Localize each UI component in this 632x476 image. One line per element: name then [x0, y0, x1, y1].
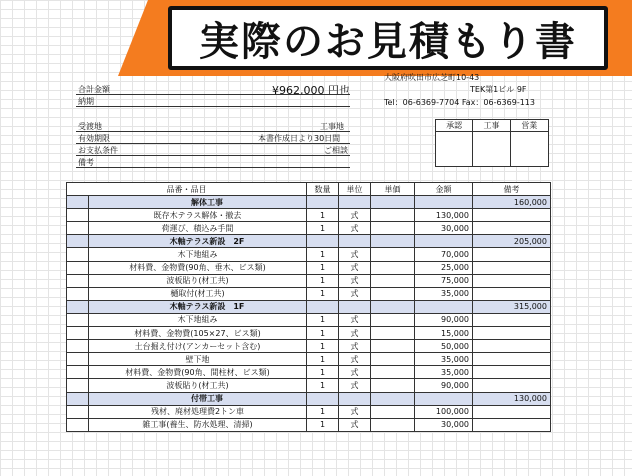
item-qty: 1 [307, 327, 339, 340]
payment-label: お支払条件 [78, 146, 118, 155]
item-amount: 130,000 [415, 209, 473, 222]
company-address: 大阪府吹田市広芝町10-43 [384, 73, 480, 82]
banner-title: 実際のお見積もり書 [168, 6, 608, 70]
item-price [371, 379, 415, 392]
estimate-items-table [66, 182, 551, 432]
item-name: 材料費、金物費(90角、垂木、ビス類) [89, 261, 307, 274]
item-amount: 50,000 [415, 340, 473, 353]
table-row [67, 248, 551, 261]
col-header-amount: 金額 [415, 183, 473, 196]
item-note [473, 261, 551, 274]
section-price-cell [371, 196, 415, 209]
section-price-cell [371, 235, 415, 248]
item-name: 樋取付(材工共) [89, 287, 307, 300]
section-unit-cell [339, 300, 371, 313]
delivery-label: 納期 [78, 97, 94, 106]
item-name: 土台掘え付け(アンカーセット含む) [89, 340, 307, 353]
item-name: 材料費、金物費(90角、間柱材、ビス類) [89, 366, 307, 379]
section-spacer-cell [67, 235, 89, 248]
table-row [67, 366, 551, 379]
col-header-item: 品番・品目 [67, 183, 307, 196]
item-price [371, 261, 415, 274]
item-amount: 35,000 [415, 353, 473, 366]
item-unit: 式 [339, 248, 371, 261]
item-amount: 100,000 [415, 405, 473, 418]
item-unit: 式 [339, 261, 371, 274]
item-spacer-cell [67, 379, 89, 392]
section-qty-cell [307, 300, 339, 313]
table-row [67, 209, 551, 222]
col-header-price: 単価 [371, 183, 415, 196]
approval-header-approve: 承認 [436, 120, 473, 132]
col-header-qty: 数量 [307, 183, 339, 196]
item-name: 荷運び、積込み手間 [89, 222, 307, 235]
approval-stamp-cell [436, 132, 473, 166]
item-qty: 1 [307, 340, 339, 353]
item-name: 残材、廃材処理費2トン車 [89, 405, 307, 418]
item-qty: 1 [307, 379, 339, 392]
section-spacer-cell [67, 392, 89, 405]
item-qty: 1 [307, 209, 339, 222]
item-unit: 式 [339, 379, 371, 392]
item-note [473, 405, 551, 418]
item-price [371, 287, 415, 300]
item-price [371, 405, 415, 418]
item-amount: 70,000 [415, 248, 473, 261]
item-unit: 式 [339, 340, 371, 353]
item-unit: 式 [339, 366, 371, 379]
section-spacer-cell [67, 196, 89, 209]
item-qty: 1 [307, 274, 339, 287]
item-amount: 30,000 [415, 222, 473, 235]
section-spacer-cell [67, 300, 89, 313]
item-price [371, 274, 415, 287]
item-unit: 式 [339, 353, 371, 366]
section-name: 木軸テラス新設 2F [89, 235, 307, 248]
item-name: 波板貼り(材工共) [89, 274, 307, 287]
col-header-note: 備考 [473, 183, 551, 196]
item-name: 波板貼り(材工共) [89, 379, 307, 392]
section-price-cell [371, 392, 415, 405]
table-row [67, 405, 551, 418]
section-price-cell [371, 300, 415, 313]
item-note [473, 274, 551, 287]
section-unit-cell [339, 392, 371, 405]
section-name: 解体工事 [89, 196, 307, 209]
section-row [67, 300, 551, 313]
table-row [67, 261, 551, 274]
section-qty-cell [307, 392, 339, 405]
approval-stamp-cell [511, 132, 548, 166]
section-row [67, 196, 551, 209]
table-row [67, 327, 551, 340]
payment-value: ご相談 [324, 146, 348, 155]
delivery-place-label: 受渡地 [78, 122, 102, 131]
item-note [473, 418, 551, 431]
table-row [67, 353, 551, 366]
item-spacer-cell [67, 313, 89, 326]
item-unit: 式 [339, 418, 371, 431]
company-building: TEK第1ビル 9F [470, 85, 527, 94]
item-amount: 35,000 [415, 287, 473, 300]
table-header-row [67, 183, 551, 196]
condition-line [76, 155, 350, 156]
section-amount-cell [415, 196, 473, 209]
item-amount: 15,000 [415, 327, 473, 340]
item-note [473, 340, 551, 353]
condition-line [76, 131, 350, 132]
item-qty: 1 [307, 313, 339, 326]
item-note [473, 209, 551, 222]
table-row [67, 340, 551, 353]
item-note [473, 327, 551, 340]
item-price [371, 222, 415, 235]
item-unit: 式 [339, 405, 371, 418]
condition-line [76, 167, 350, 168]
section-row [67, 235, 551, 248]
delivery-place-value: 工事地 [320, 122, 344, 131]
item-note [473, 353, 551, 366]
item-note [473, 379, 551, 392]
total-value: ¥962,000 円也 [272, 84, 350, 97]
delivery-underline [76, 106, 350, 107]
section-qty-cell [307, 235, 339, 248]
item-price [371, 353, 415, 366]
item-unit: 式 [339, 222, 371, 235]
remarks-label: 備考 [78, 158, 94, 167]
table-body [67, 196, 551, 432]
item-spacer-cell [67, 353, 89, 366]
item-spacer-cell [67, 327, 89, 340]
table-row [67, 379, 551, 392]
item-name: 材料費、金物費(105×27、ビス類) [89, 327, 307, 340]
item-unit: 式 [339, 287, 371, 300]
item-spacer-cell [67, 405, 89, 418]
item-note [473, 222, 551, 235]
item-amount: 90,000 [415, 379, 473, 392]
item-spacer-cell [67, 274, 89, 287]
section-row [67, 392, 551, 405]
item-qty: 1 [307, 287, 339, 300]
item-price [371, 340, 415, 353]
section-qty-cell [307, 196, 339, 209]
item-name: 雑工事(養生、防水処理、清掃) [89, 418, 307, 431]
section-subtotal: 205,000 [473, 235, 551, 248]
item-price [371, 366, 415, 379]
section-unit-cell [339, 196, 371, 209]
item-name: 木下地組み [89, 313, 307, 326]
item-price [371, 313, 415, 326]
condition-line [76, 143, 350, 144]
item-note [473, 287, 551, 300]
item-name: 木下地組み [89, 248, 307, 261]
estimate-document [0, 73, 632, 476]
item-spacer-cell [67, 340, 89, 353]
table-row [67, 287, 551, 300]
item-spacer-cell [67, 222, 89, 235]
item-note [473, 313, 551, 326]
item-spacer-cell [67, 418, 89, 431]
section-amount-cell [415, 235, 473, 248]
item-unit: 式 [339, 209, 371, 222]
approval-header-sales: 営業 [511, 120, 548, 132]
item-qty: 1 [307, 418, 339, 431]
item-name: 壁下地 [89, 353, 307, 366]
item-spacer-cell [67, 261, 89, 274]
approval-stamp-cell [473, 132, 510, 166]
item-qty: 1 [307, 366, 339, 379]
section-amount-cell [415, 392, 473, 405]
item-amount: 30,000 [415, 418, 473, 431]
approval-header-construction: 工事 [473, 120, 510, 132]
item-amount: 35,000 [415, 366, 473, 379]
section-name: 付帯工事 [89, 392, 307, 405]
table-row [67, 222, 551, 235]
table-row [67, 313, 551, 326]
table-row [67, 274, 551, 287]
item-qty: 1 [307, 353, 339, 366]
item-unit: 式 [339, 327, 371, 340]
item-spacer-cell [67, 248, 89, 261]
item-unit: 式 [339, 274, 371, 287]
section-name: 木軸テラス新設 1F [89, 300, 307, 313]
item-price [371, 418, 415, 431]
item-note [473, 248, 551, 261]
item-qty: 1 [307, 248, 339, 261]
item-spacer-cell [67, 366, 89, 379]
total-underline [76, 94, 350, 95]
validity-value: 本書作成日より30日間 [258, 134, 341, 143]
item-price [371, 248, 415, 261]
item-spacer-cell [67, 209, 89, 222]
item-amount: 75,000 [415, 274, 473, 287]
section-amount-cell [415, 300, 473, 313]
item-note [473, 366, 551, 379]
item-name: 既存木テラス解体・撤去 [89, 209, 307, 222]
item-amount: 25,000 [415, 261, 473, 274]
item-qty: 1 [307, 222, 339, 235]
company-phone: Tel：06-6369-7704 Fax：06-6369-113 [384, 98, 535, 107]
section-unit-cell [339, 235, 371, 248]
item-qty: 1 [307, 261, 339, 274]
item-amount: 90,000 [415, 313, 473, 326]
section-subtotal: 130,000 [473, 392, 551, 405]
section-subtotal: 160,000 [473, 196, 551, 209]
table-row [67, 418, 551, 431]
item-spacer-cell [67, 287, 89, 300]
total-label: 合計金額 [78, 85, 110, 94]
col-header-unit: 単位 [339, 183, 371, 196]
approval-stamp-box [435, 119, 549, 167]
section-subtotal: 315,000 [473, 300, 551, 313]
item-qty: 1 [307, 405, 339, 418]
item-price [371, 327, 415, 340]
validity-label: 有効期限 [78, 134, 110, 143]
item-price [371, 209, 415, 222]
item-unit: 式 [339, 313, 371, 326]
